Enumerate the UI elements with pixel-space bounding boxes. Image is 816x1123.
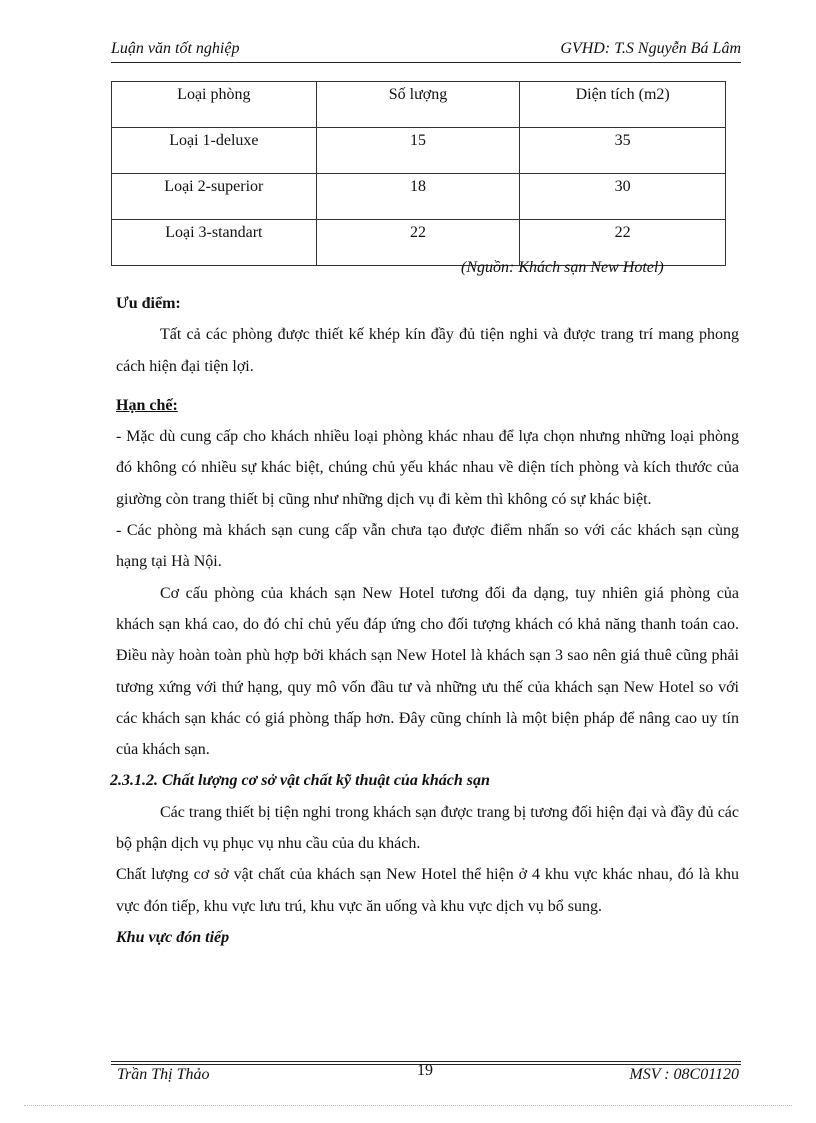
column-header: Diện tích (m2) xyxy=(520,82,726,128)
footer-author: Trần Thị Thảo xyxy=(117,1066,210,1083)
table-cell: Loại 2-superior xyxy=(112,174,317,220)
table-cell: 35 xyxy=(520,128,726,174)
page-header xyxy=(111,38,741,63)
header-right: GVHD: T.S Nguyễn Bá Lâm xyxy=(560,40,741,57)
table-cell: 30 xyxy=(520,174,726,220)
chat-luong-paragraph: Chất lượng cơ sở vật chất của khách sạn New Hotel thể hiện ở 4 khu vực khác nhau, đó là khu vực đón tiếp, khu vực lưu trú, khu vực ăn uống và khu vực dịch vụ bổ sung. xyxy=(116,866,739,915)
uu-diem-heading: Ưu điểm: xyxy=(116,295,181,312)
table-source: (Nguồn: Khách sạn New Hotel) xyxy=(461,259,664,276)
document-body xyxy=(110,288,739,953)
table-cell: Loại 1-deluxe xyxy=(112,128,317,174)
column-header: Số lượng xyxy=(316,82,520,128)
co-cau-paragraph: Cơ cấu phòng của khách sạn New Hotel tương đối đa dạng, tuy nhiên giá phòng của khách sạn khá cao, do đó chỉ chủ yếu đáp ứng cho đối tượng khách có khả năng thanh toán cao. Điều này hoàn toàn phù hợp bởi khách sạn New Hotel là khách sạn 3 sao nên giá thuê cũng phải tương xứng với thứ hạng, quy mô vốn đầu tư và những ưu thế của khách sạn New Hotel so với các khách sạn khác có giá phòng thấp hơn. Đây cũng chính là một biện pháp để nâng cao uy tín của khách sạn. xyxy=(116,584,739,759)
table-header-row xyxy=(112,82,726,128)
han-che-paragraph-2: - Các phòng mà khách sạn cung cấp vẫn chưa tạo được điểm nhấn so với các khách sạn cùng hạng tại Hà Nội. xyxy=(116,522,739,571)
section-heading: 2.3.1.2. Chất lượng cơ sở vật chất kỹ thuật của khách sạn xyxy=(110,772,490,790)
trang-thiet-bi-paragraph: Các trang thiết bị tiện nghi trong khách sạn được trang bị tương đối hiện đại và đầy đủ các bộ phận dịch vụ phục vụ nhu cầu của du khách. xyxy=(116,803,739,853)
table-row xyxy=(112,174,726,220)
page-number: 19 xyxy=(417,1062,433,1079)
table-cell: 22 xyxy=(316,220,520,266)
page-bottom-edge xyxy=(24,1105,792,1106)
header-left: Luận văn tốt nghiệp xyxy=(111,40,240,57)
khu-vuc-heading: Khu vực đón tiếp xyxy=(116,928,230,946)
table-cell: 15 xyxy=(316,128,520,174)
uu-diem-paragraph: Tất cả các phòng được thiết kế khép kín đầy đủ tiện nghi và được trang trí mang phong cách hiện đại tiện lợi. xyxy=(116,326,739,375)
table-row xyxy=(112,128,726,174)
room-table xyxy=(111,81,726,266)
table-cell: 18 xyxy=(316,174,520,220)
table-cell: Loại 3-standart xyxy=(112,220,317,266)
han-che-paragraph-1: - Mặc dù cung cấp cho khách nhiều loại phòng khác nhau để lựa chọn nhưng những loại phòng đó không có nhiều sự khác biệt, chúng chủ yếu khác nhau về diện tích phòng và kích thước của giường còn trang thiết bị cũng như những dịch vụ đi kèm thì không có sự khác biệt. xyxy=(116,428,739,508)
han-che-heading: Hạn chế: xyxy=(116,396,178,414)
footer-student-id: MSV : 08C01120 xyxy=(629,1066,739,1083)
column-header: Loại phòng xyxy=(112,82,317,128)
table-cell: 22 xyxy=(520,220,726,266)
